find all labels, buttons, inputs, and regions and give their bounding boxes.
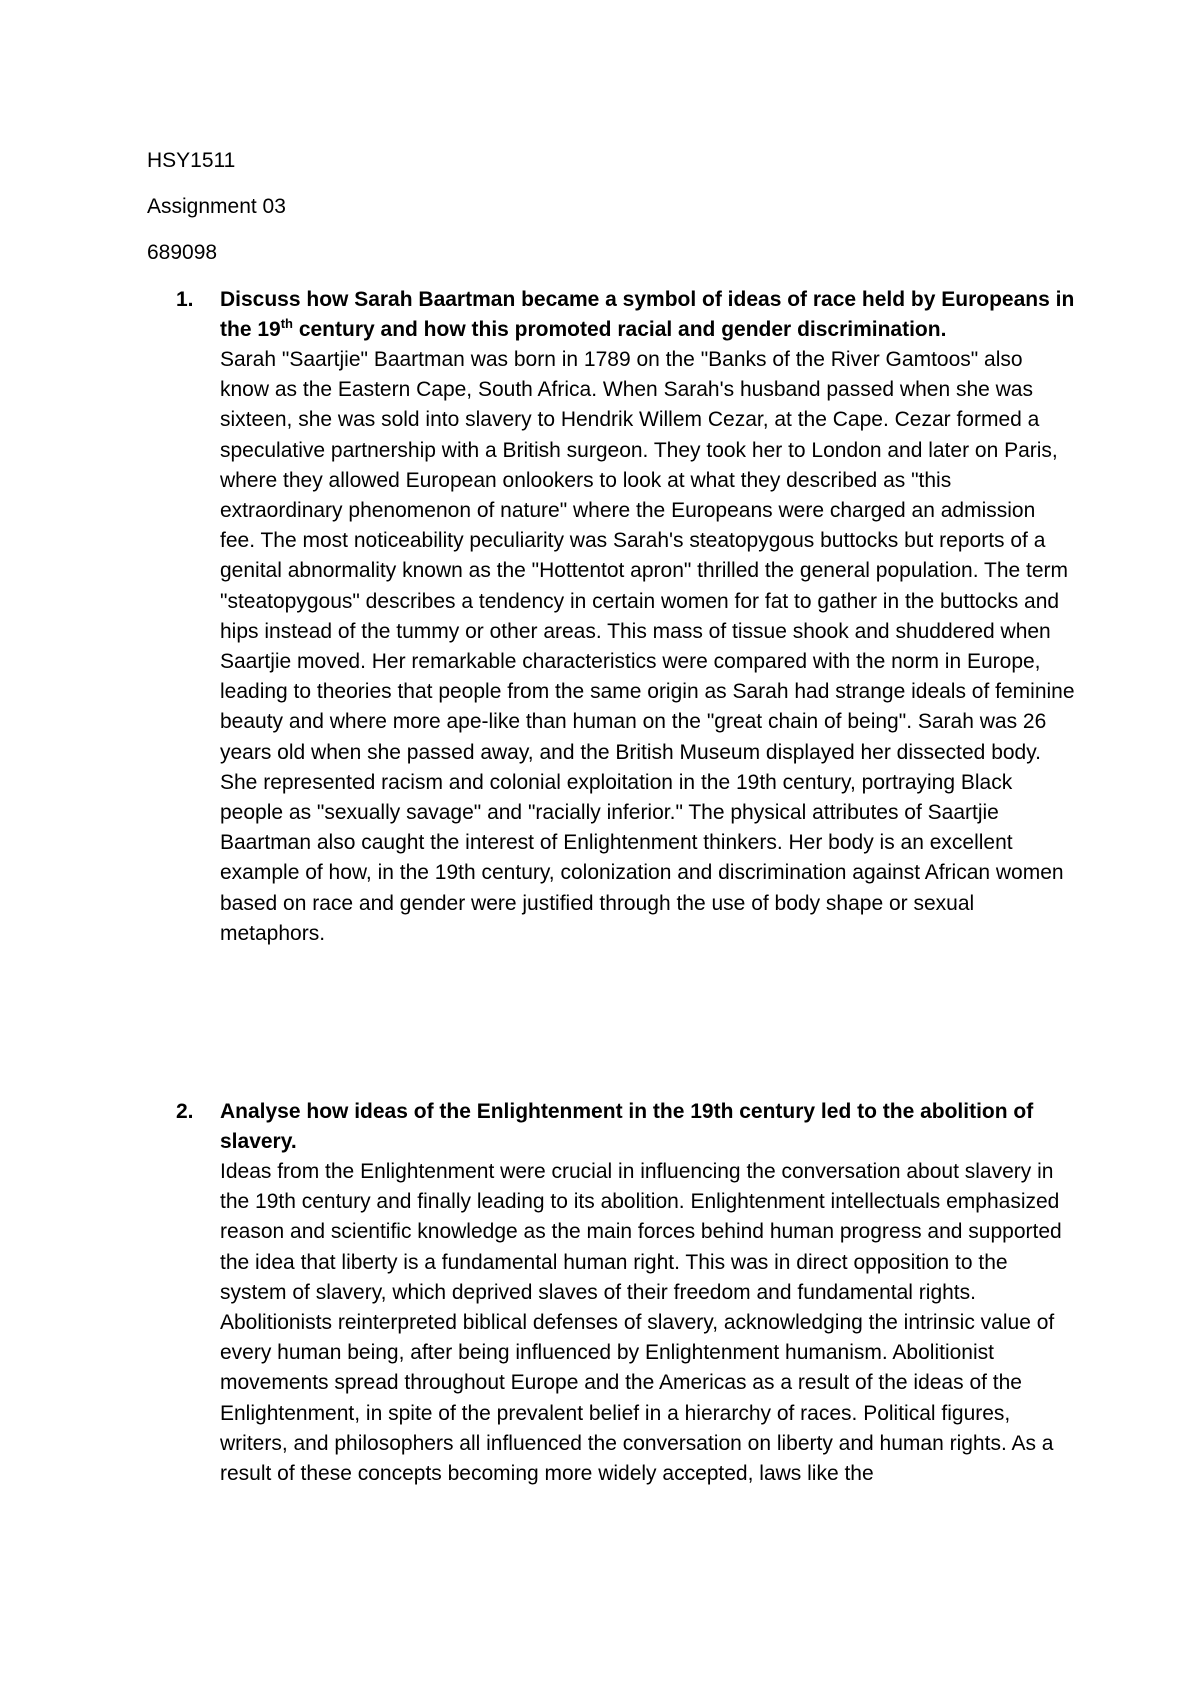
assignment-label: Assignment 03 bbox=[147, 195, 286, 218]
student-number: 689098 bbox=[147, 241, 218, 264]
question-title bbox=[220, 1097, 1076, 1157]
question-number: 1. bbox=[176, 288, 194, 311]
question-title-part1: Analyse how ideas of the Enlightenment in the 19th century led to the abolition of slavery. bbox=[220, 1100, 1034, 1153]
question-body bbox=[220, 1097, 1076, 1489]
question-title-part2: century and how this promoted racial and gender discrimination. bbox=[292, 318, 947, 341]
question-title bbox=[220, 285, 1076, 345]
course-code: HSY1511 bbox=[147, 149, 236, 172]
question-answer: Ideas from the Enlightenment were crucial in influencing the conversation about slavery in the 19th century and finally leading to its abolition. Enlightenment intellectuals emphasized reason and scientific knowledge as the main forces behind human progress and supported the idea that liberty is a fundamental human right. This was in direct opposition to the system of slavery, which deprived slaves of their freedom and fundamental rights. Abolitionists reinterpreted biblical defenses of slavery, acknowledging the intrinsic value of every human being, after being influenced by Enlightenment humanism. Abolitionist movements spread throughout Europe and the Americas as a result of the ideas of the Enlightenment, in spite of the prevalent belief in a hierarchy of races. Political figures, writers, and philosophers all influenced the conversation on liberty and human rights. As a result of these concepts becoming more widely accepted, laws like the bbox=[220, 1160, 1062, 1486]
question-number: 2. bbox=[176, 1100, 194, 1123]
question-title-part1: Discuss how Sarah Baartman became a symbol of ideas of race held by Europeans in the 19 bbox=[220, 288, 1075, 341]
question-body bbox=[220, 285, 1076, 949]
question-title-superscript: th bbox=[280, 316, 293, 331]
question-answer: Sarah "Saartjie" Baartman was born in 1789 on the "Banks of the River Gamtoos" also know as the Eastern Cape, South Africa. When Sarah's husband passed when she was sixteen, she was sold into slavery to Hendrik Willem Cezar, at the Cape. Cezar formed a speculative partnership with a British surgeon. They took her to London and later on Paris, where they allowed European onlookers to look at what they described as "this extraordinary phenomenon of nature" where the Europeans were charged an admission fee. The most noticeability peculiarity was Sarah's steatopygous buttocks but reports of a genital abnormality known as the "Hottentot apron" thrilled the general population. The term "steatopygous" describes a tendency in certain women for fat to gather in the buttocks and hips instead of the tummy or other areas. This mass of tissue shook and shuddered when Saartjie moved. Her remarkable characteristics were compared with the norm in Europe, leading to theories that people from the same origin as Sarah had strange ideals of feminine beauty and where more ape-like than human on the "great chain of being". Sarah was 26 years old when she passed away, and the British Museum displayed her dissected body. She represented racism and colonial exploitation in the 19th century, portraying Black people as "sexually savage" and "racially inferior." The physical attributes of Saartjie Baartman also caught the interest of Enlightenment thinkers. Her body is an excellent example of how, in the 19th century, colonization and discrimination against African women based on race and gender were justified through the use of body shape or sexual metaphors. bbox=[220, 348, 1075, 945]
